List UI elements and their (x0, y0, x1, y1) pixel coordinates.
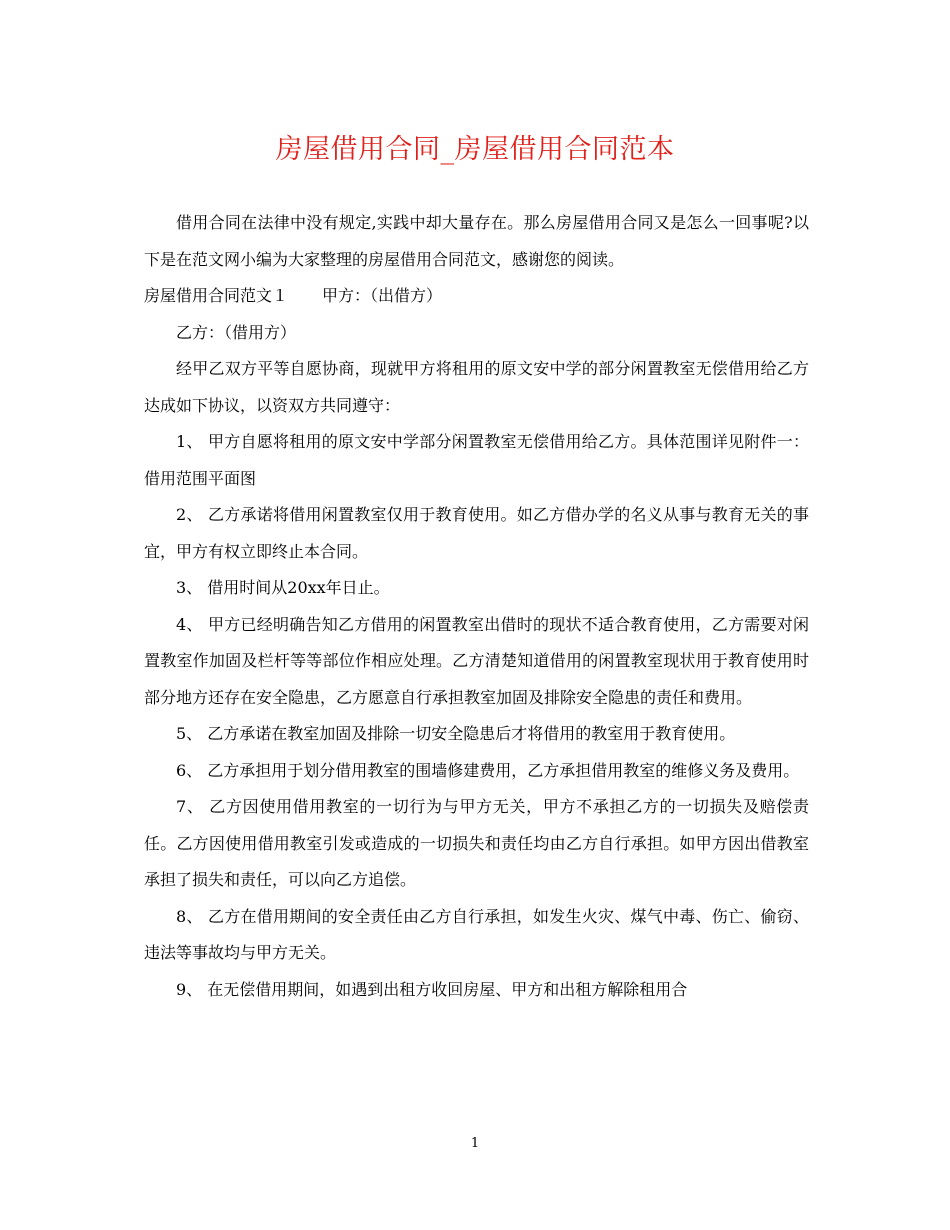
preamble-paragraph: 经甲乙双方平等自愿协商，现就甲方将租用的原文安中学的部分闲置教室无偿借用给乙方达成如下协议，以资双方共同遵守： (144, 359, 809, 415)
document-body (144, 205, 809, 1008)
clause-6: 6、 乙方承担用于划分借用教室的围墙修建费用，乙方承担借用教室的维修义务及费用。 (176, 760, 800, 780)
clause-5: 5、 乙方承诺在教室加固及排除一切安全隐患后才将借用的教室用于教育使用。 (176, 724, 736, 743)
clause-4: 4、 甲方已经明确告知乙方借用的闲置教室出借时的现状不适合教育使用，乙方需要对闲置教室作加固及栏杆等等部位作相应处理。乙方清楚知道借用的闲置教室现状用于教育使用时部分地方还存在安全隐患，乙方愿意自行承担教室加固及排除安全隐患的责任和费用。 (144, 614, 809, 707)
page-number: 1 (470, 1136, 480, 1151)
sample-heading-line (144, 278, 809, 315)
clause-7: 7、 乙方因使用借用教室的一切行为与甲方无关，甲方不承担乙方的一切损失及赔偿责任。乙方因使用借用教室引发或造成的一切损失和责任均由乙方自行承担。如甲方因出借教室承担了损失和责任，可以向乙方追偿。 (144, 797, 809, 889)
clause-3: 3、 借用时间从20xx年日止。 (176, 578, 390, 597)
intro-paragraph: 借用合同在法律中没有规定,实践中却大量存在。那么房屋借用合同又是怎么一回事呢?以下是在范文网小编为大家整理的房屋借用合同范文，感谢您的阅读。 (144, 213, 809, 269)
party-a-line: 甲方：（出借方） (322, 286, 443, 305)
party-b-line: 乙方：（借用方） (176, 322, 297, 342)
clause-9: 9、 在无偿借用期间，如遇到出租方收回房屋、甲方和出租方解除租用合 (176, 979, 688, 999)
clause-2: 2、 乙方承诺将借用闲置教室仅用于教育使用。如乙方借办学的名义从事与教育无关的事宜，甲方有权立即终止本合同。 (144, 505, 809, 561)
clause-1: 1、 甲方自愿将租用的原文安中学部分闲置教室无偿借用给乙方。具体范围详见附件一：借用范围平面图 (144, 432, 809, 488)
document-title: 房屋借用合同_房屋借用合同范本 (275, 134, 675, 165)
clause-8: 8、 乙方在借用期间的安全责任由乙方自行承担，如发生火灾、煤气中毒、伤亡、偷窃、违法等事故均与甲方无关。 (144, 906, 809, 962)
sample-heading: 房屋借用合同范文１ (144, 286, 289, 305)
